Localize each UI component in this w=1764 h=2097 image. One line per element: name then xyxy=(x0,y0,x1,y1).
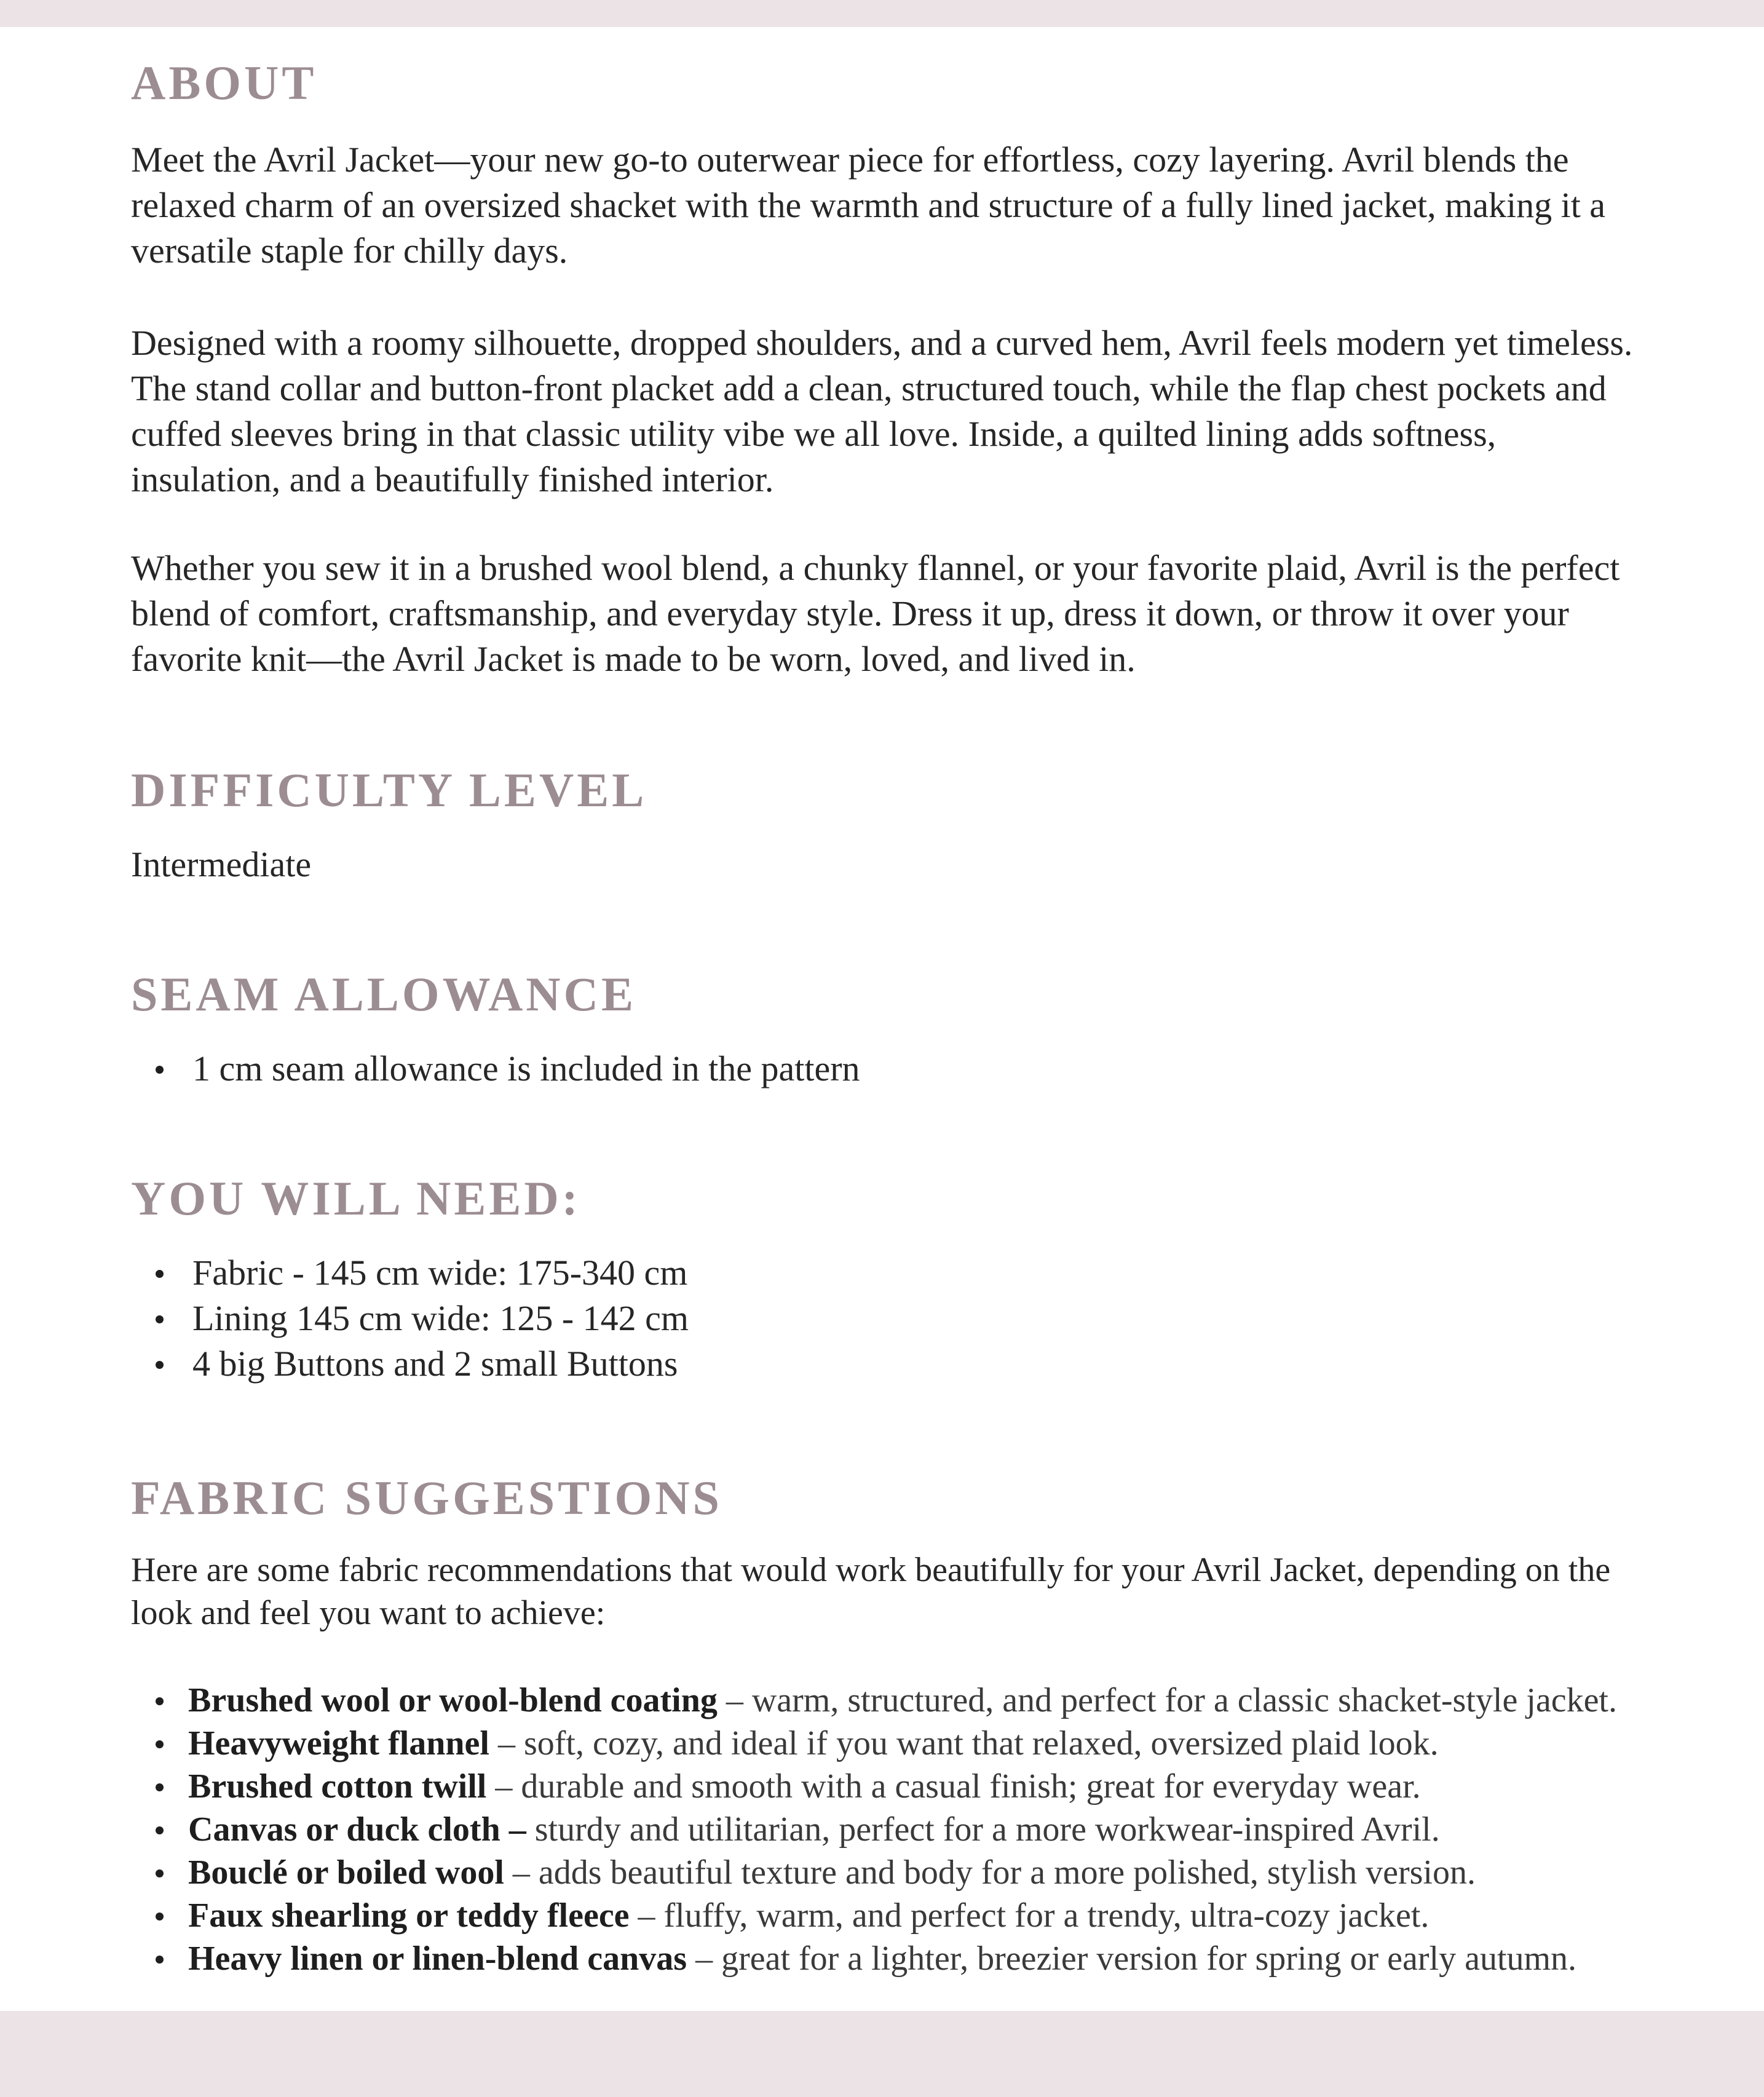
seam-allowance-text: 1 cm seam allowance is included in the pattern xyxy=(192,1048,860,1088)
fabric-suggestions-intro: Here are some fabric recommendations that would work beautifully for your Avril Jacket, depending on the look and feel you want to achieve: xyxy=(131,1551,1611,1632)
fabric-description: – adds beautiful texture and body for a more polished, stylish version. xyxy=(504,1853,1476,1892)
list-item xyxy=(131,1341,689,1387)
list-item xyxy=(131,1894,1617,1937)
difficulty-heading: DIFFICULTY LEVEL xyxy=(131,763,647,817)
bullet-icon xyxy=(156,1740,164,1748)
seam-allowance-heading: SEAM ALLOWANCE xyxy=(131,967,636,1021)
need-item-text: Lining 145 cm wide: 125 - 142 cm xyxy=(192,1298,689,1338)
fabric-suggestions-heading: FABRIC SUGGESTIONS xyxy=(131,1471,722,1524)
seam-allowance-list xyxy=(131,1046,860,1092)
bullet-icon xyxy=(156,1826,164,1834)
fabric-name: Faux shearling or teddy fleece xyxy=(188,1897,630,1935)
bullet-icon xyxy=(156,1270,164,1278)
list-item xyxy=(131,1722,1617,1765)
fabric-suggestions-list xyxy=(131,1679,1617,1980)
fabric-description: sturdy and utilitarian, perfect for a more workwear-inspired Avril. xyxy=(526,1810,1440,1849)
bullet-icon xyxy=(156,1066,164,1074)
bullet-icon xyxy=(156,1315,164,1323)
fabric-description: – soft, cozy, and ideal if you want that relaxed, oversized plaid look. xyxy=(489,1724,1439,1762)
list-item xyxy=(131,1765,1617,1808)
bullet-icon xyxy=(156,1783,164,1791)
list-item xyxy=(131,1296,689,1341)
about-paragraph-3: Whether you sew it in a brushed wool blend, a chunky flannel, or your favorite plaid, Avril is the perfect blend of comfort, craftsmanship, and everyday style. Dress it up, dress it down, or throw it over your favorite knit—the Avril Jacket is made to be worn, loved, and lived in. xyxy=(131,548,1620,679)
bullet-icon xyxy=(156,1361,164,1369)
fabric-description: – warm, structured, and perfect for a classic shacket-style jacket. xyxy=(717,1681,1617,1719)
list-item xyxy=(131,1937,1617,1980)
document-page xyxy=(0,27,1764,2011)
fabric-name: Brushed cotton twill xyxy=(188,1767,487,1806)
bullet-icon xyxy=(156,1956,164,1964)
list-item xyxy=(131,1679,1617,1722)
you-will-need-list xyxy=(131,1250,689,1387)
bullet-icon xyxy=(156,1697,164,1705)
fabric-name: Bouclé or boiled wool xyxy=(188,1853,504,1892)
bullet-icon xyxy=(156,1913,164,1921)
difficulty-value: Intermediate xyxy=(131,844,312,884)
you-will-need-heading: YOU WILL NEED: xyxy=(131,1171,581,1225)
fabric-description: – durable and smooth with a casual finish; great for everyday wear. xyxy=(486,1767,1421,1806)
about-heading: ABOUT xyxy=(131,56,317,109)
about-paragraph-1: Meet the Avril Jacket—your new go-to outerwear piece for effortless, cozy layering. Avril blends the relaxed charm of an oversized shacket with the warmth and structure of a fully lined jacket, making it a versatile staple for chilly days. xyxy=(131,140,1606,271)
list-item xyxy=(131,1250,689,1296)
fabric-name: Heavyweight flannel xyxy=(188,1724,489,1762)
list-item xyxy=(131,1808,1617,1851)
fabric-description: – great for a lighter, breezier version for spring or early autumn. xyxy=(687,1940,1577,1978)
need-item-text: 4 big Buttons and 2 small Buttons xyxy=(192,1344,678,1384)
list-item xyxy=(131,1046,860,1092)
fabric-description: – fluffy, warm, and perfect for a trendy, ultra-cozy jacket. xyxy=(629,1897,1430,1935)
bullet-icon xyxy=(156,1869,164,1877)
list-item xyxy=(131,1851,1617,1894)
fabric-name: Heavy linen or linen-blend canvas xyxy=(188,1940,687,1978)
fabric-name: Canvas or duck cloth – xyxy=(188,1810,526,1849)
about-paragraph-2: Designed with a roomy silhouette, dropped shoulders, and a curved hem, Avril feels modern yet timeless. The stand collar and button-front placket add a clean, structured touch, while the flap chest pockets and cuffed sleeves bring in that classic utility vibe we all love. Inside, a quilted lining adds softness, insulation, and a beautifully finished interior. xyxy=(131,323,1633,499)
fabric-name: Brushed wool or wool-blend coating xyxy=(188,1681,718,1719)
need-item-text: Fabric - 145 cm wide: 175-340 cm xyxy=(192,1253,688,1293)
